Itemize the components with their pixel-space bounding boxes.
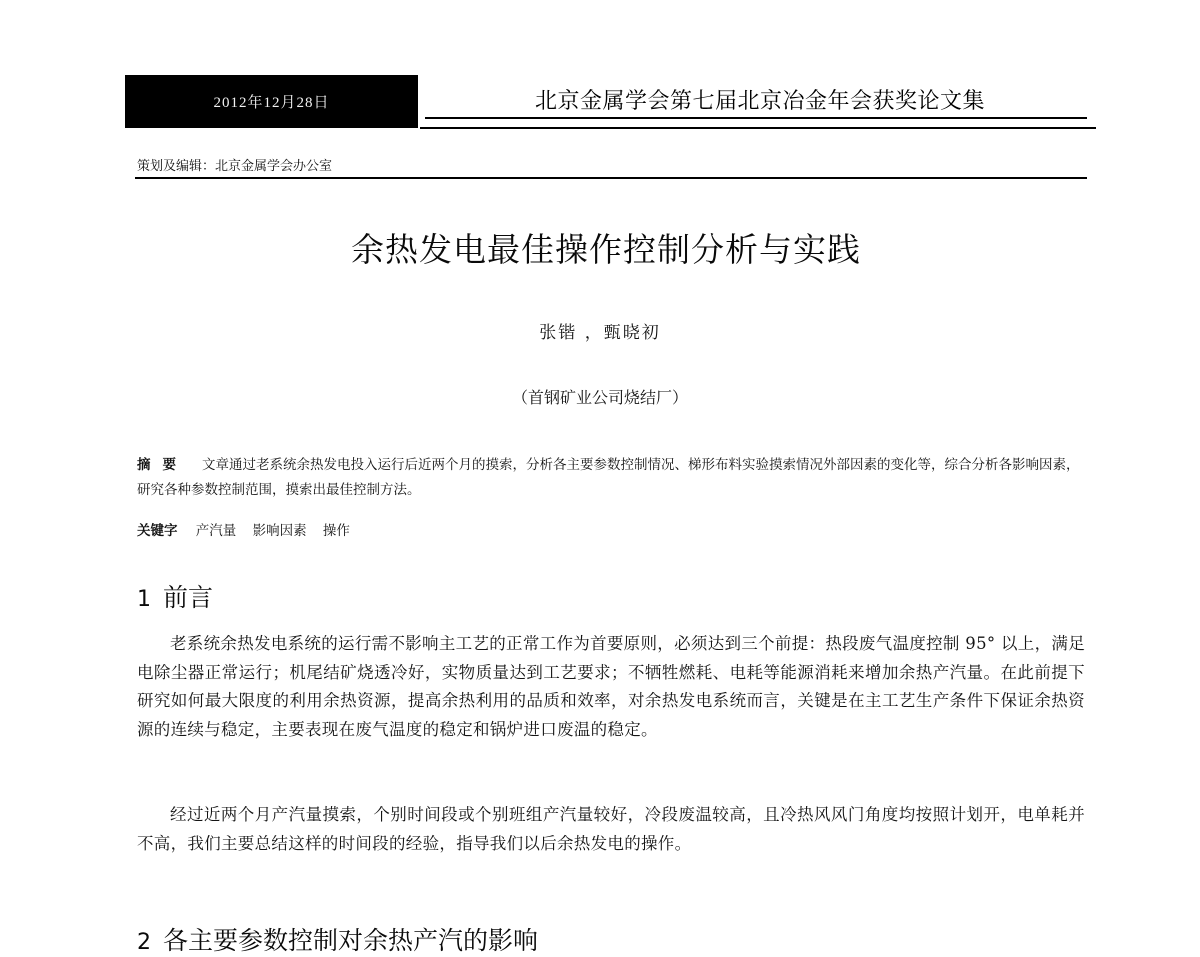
paper-title: 余热发电最佳操作控制分析与实践 (351, 230, 861, 269)
keyword-item: 产汽量 (195, 523, 237, 539)
keyword-item: 影响因素 (252, 523, 307, 539)
keywords-label: 关键字 (137, 523, 178, 539)
header-date-box (125, 75, 418, 128)
paper-authors: 张锴 ，甄晓初 (539, 323, 661, 343)
header-date: 2012年12月28日 (213, 95, 330, 111)
section-heading-1 (137, 578, 213, 614)
body-paragraph: 经过近两个月产汽量摸索，个别时间段或个别班组产汽量较好，冷段废温较高，且冷热风风门角度均按照计划开，电单耗并不高，我们主要总结这样的时间段的经验，指导我们以后余热发电的操作。 (137, 805, 1085, 853)
journal-title: 北京金属学会第七届北京冶金年会获奖论文集 (534, 89, 985, 114)
abstract-block (137, 453, 1085, 503)
body-paragraph: 老系统余热发电系统的运行需不影响主工艺的正常工作为首要原则，必须达到三个前提：热段废气温度控制 95° 以上，满足电除尘器正常运行；机尾结矿烧透冷好，实物质量达到工艺要求；不牺牲燃耗、电耗等能源消耗来增加余热产汽量。在此前提下研究如何最大限度的利用余热资源，提高余热利用的品质和效率，对余热发电系统而言，关键是在主工艺生产条件下保证余热资源的连续与稳定，主要表现在废气温度的稳定和锅炉进口废温的稳定。 (137, 634, 1085, 739)
keyword-item: 操作 (322, 523, 350, 539)
section-title: 各主要参数控制对余热产汽的影响 (163, 926, 539, 955)
paper-affiliation: （首钢矿业公司烧结厂） (511, 388, 688, 407)
header-rule-upper (425, 117, 1087, 119)
section-title: 前言 (163, 583, 214, 612)
abstract-label: 摘要 (137, 457, 188, 473)
section-number: 1 (137, 587, 151, 612)
header-rule-lower (420, 127, 1096, 129)
section-heading-2 (137, 921, 538, 957)
keywords-block (137, 519, 362, 539)
abstract-text: 文章通过老系统余热发电投入运行后近两个月的摸索，分析各主要参数控制情况、梯形布料实验摸索情况外部因素的变化等，综合分析各影响因素，研究各种参数控制范围，摸索出最佳控制方法。 (137, 457, 1080, 498)
editor-credit: 策划及编辑：北京金属学会办公室 (137, 159, 333, 174)
section-number: 2 (137, 930, 151, 955)
editor-rule (135, 177, 1087, 179)
